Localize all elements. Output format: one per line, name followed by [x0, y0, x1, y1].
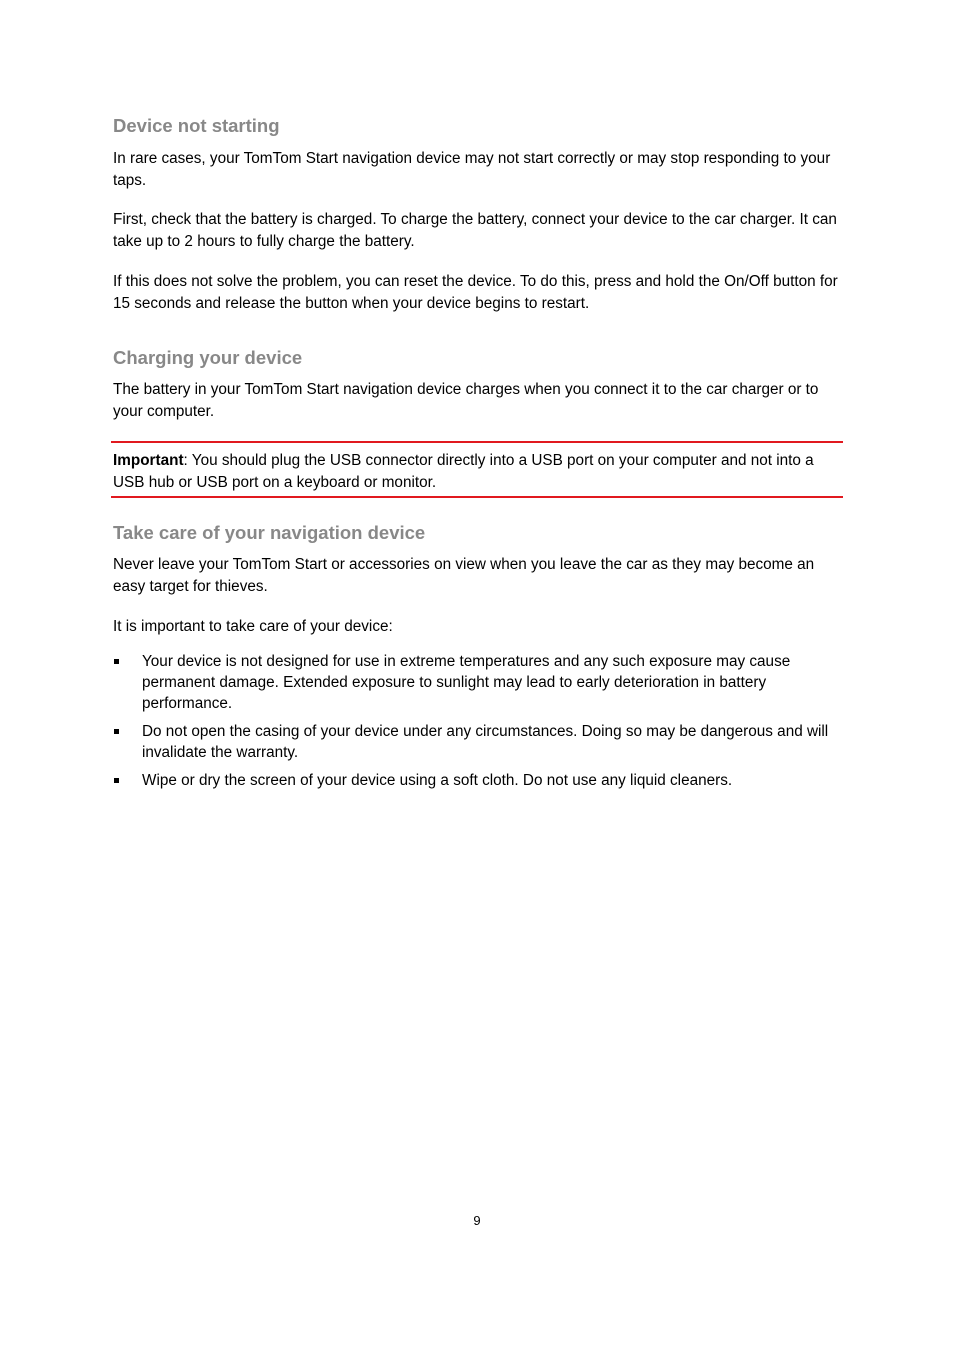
important-note-text: : You should plug the USB connector directly into a USB port on your computer and not into a USB hub or USB port on a keyboard or monitor.	[113, 452, 814, 491]
paragraph-important-take-care: It is important to take care of your device:	[113, 618, 393, 635]
important-note	[111, 443, 843, 496]
list-item	[113, 770, 843, 791]
paragraph-battery-charges: The battery in your TomTom Start navigation device charges when you connect it to the car charger or to your computer.	[113, 381, 819, 420]
page-number: 9	[473, 1213, 481, 1228]
list-item-text: Do not open the casing of your device under any circumstances. Doing so may be dangerous and will invalidate the warranty.	[142, 723, 829, 761]
important-note-box	[111, 441, 843, 498]
paragraph-rare-cases: In rare cases, your TomTom Start navigation device may not start correctly or may stop responding to your taps.	[113, 150, 831, 189]
list-item-text: Your device is not designed for use in extreme temperatures and any such exposure may cause permanent damage. Extended exposure to sunlight may lead to early deterioration in battery performance.	[142, 653, 791, 712]
paragraph-never-leave: Never leave your TomTom Start or accessories on view when you leave the car as they may become an easy target for thieves.	[113, 556, 815, 595]
heading-charging-your-device: Charging your device	[113, 347, 303, 368]
important-label: Important	[113, 452, 184, 469]
paragraph-check-battery: First, check that the battery is charged. To charge the battery, connect your device to the car charger. It can take up to 2 hours to fully charge the battery.	[113, 211, 837, 250]
square-bullet-icon	[114, 729, 119, 734]
list-item	[113, 651, 843, 714]
list-item-text: Wipe or dry the screen of your device using a soft cloth. Do not use any liquid cleaners.	[142, 772, 733, 789]
paragraph-reset-device: If this does not solve the problem, you can reset the device. To do this, press and hold the On/Off button for 15 seconds and release the button when your device begins to restart.	[113, 273, 838, 312]
heading-device-not-starting: Device not starting	[113, 115, 280, 136]
heading-take-care: Take care of your navigation device	[113, 522, 426, 543]
care-bullet-list	[113, 651, 843, 798]
square-bullet-icon	[114, 659, 119, 664]
list-item	[113, 721, 843, 763]
square-bullet-icon	[114, 778, 119, 783]
